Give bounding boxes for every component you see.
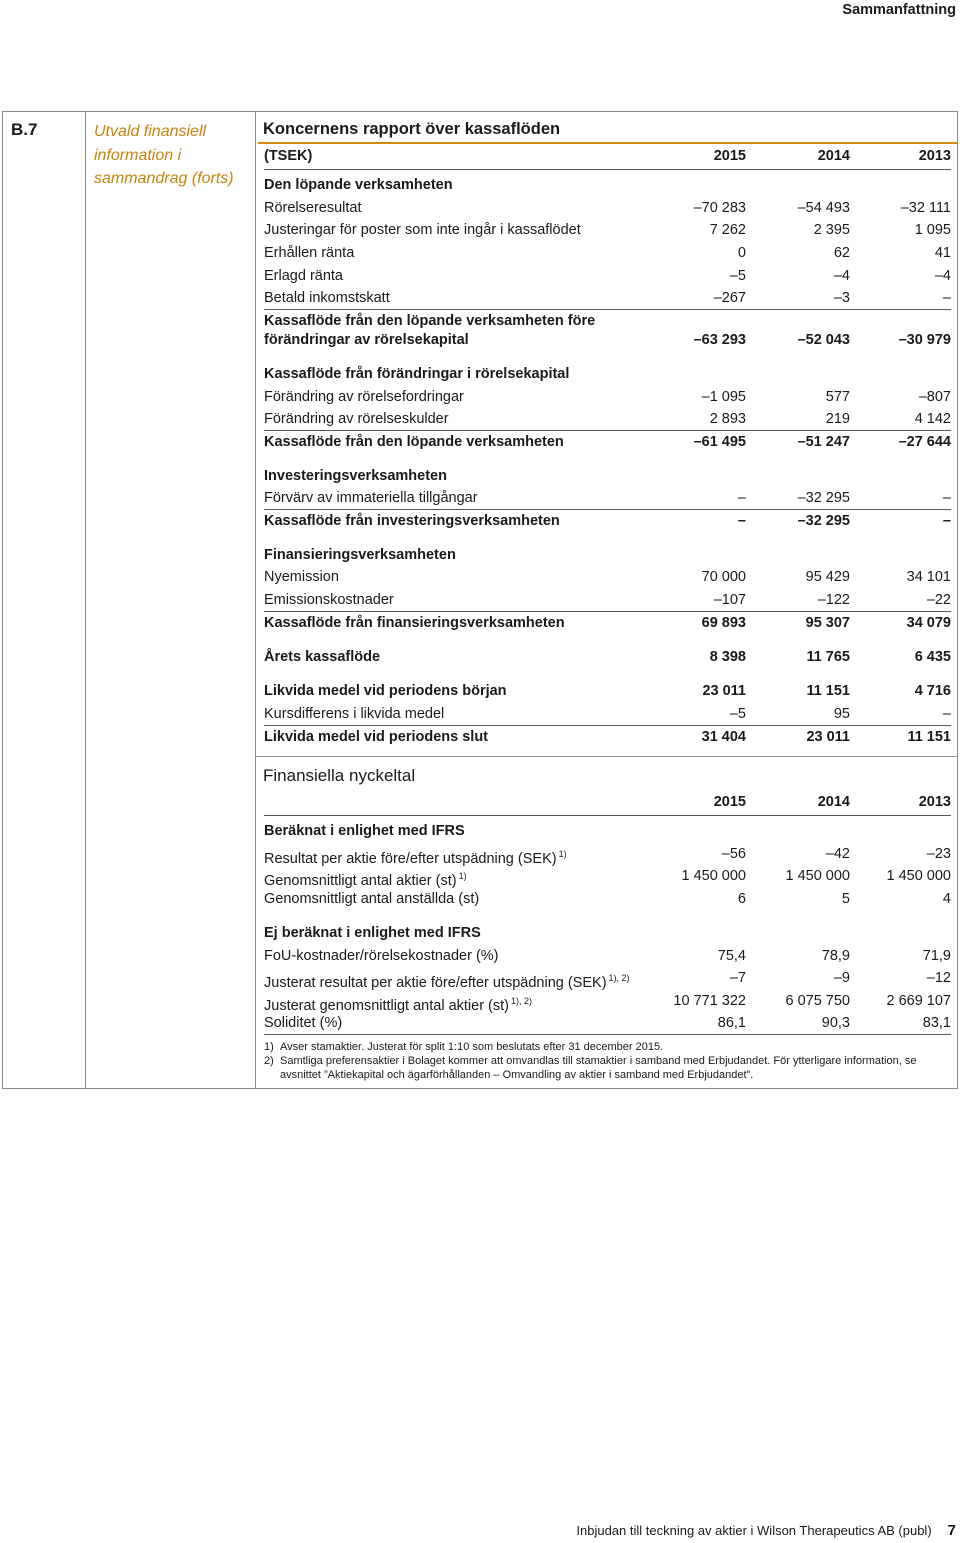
cell-value: –5: [729, 706, 746, 722]
cell-value: 41: [934, 245, 951, 261]
cell-value: 7 262: [709, 222, 746, 238]
row-label: Erhållen ränta: [264, 245, 355, 261]
year-header: 2014: [817, 794, 850, 810]
cell-value: 75,4: [717, 948, 746, 964]
row-label-cont: förändringar av rörelsekapital: [264, 332, 469, 348]
group-heading: Beräknat i enlighet med IFRS: [264, 823, 465, 839]
cell-value: 34 101: [906, 569, 951, 585]
group-heading: Finansieringsverksamheten: [264, 547, 456, 563]
cell-value: –3: [833, 290, 850, 306]
row-label: FoU-kostnader/rörelsekostnader (%): [264, 948, 499, 964]
row-rule: [264, 309, 951, 310]
column-divider: [85, 111, 86, 1089]
year-header: 2013: [918, 148, 951, 164]
row-label: Likvida medel vid periodens början: [264, 683, 507, 699]
table-title: Koncernens rapport över kassaflöden: [263, 120, 561, 138]
row-label: Kassaflöde från den löpande verksamheten: [264, 434, 564, 450]
cell-value: 1 450 000: [785, 868, 850, 884]
cell-value: 31 404: [701, 729, 746, 745]
cell-value: –61 495: [693, 434, 746, 450]
row-label: Förändring av rörelseskulder: [264, 411, 449, 427]
row-label: Genomsnittligt antal anställda (st): [264, 891, 480, 907]
cell-value: 83,1: [922, 1015, 951, 1031]
cell-value: 219: [825, 411, 850, 427]
header-rule: [264, 815, 951, 816]
group-heading: Den löpande verksamheten: [264, 177, 453, 193]
cell-value: 23 011: [806, 729, 850, 745]
row-label: Likvida medel vid periodens slut: [264, 729, 489, 745]
cell-value: 1 095: [914, 222, 951, 238]
row-rule: [264, 725, 951, 726]
cell-value: 2 395: [813, 222, 850, 238]
year-header: 2015: [713, 794, 746, 810]
cell-value: –51 247: [797, 434, 850, 450]
cell-value: –54 493: [797, 200, 850, 216]
cell-value: –30 979: [898, 332, 951, 348]
row-label: Betald inkomstskatt: [264, 290, 390, 306]
row-label: Erlagd ränta: [264, 268, 343, 284]
cell-value: 62: [833, 245, 850, 261]
cell-value: 34 079: [906, 615, 951, 631]
row-rule: [264, 1034, 951, 1035]
cell-value: –32 295: [797, 490, 850, 506]
row-label: Soliditet (%): [264, 1015, 343, 1031]
cell-value: –122: [817, 592, 850, 608]
section-name: Utvald finansiell information i sammandrag (forts): [94, 123, 234, 187]
cell-value: –12: [926, 970, 951, 986]
cell-value: –4: [934, 268, 951, 284]
cell-value: 90,3: [821, 1015, 850, 1031]
page-number: 7: [947, 1522, 956, 1539]
cell-value: –1 095: [701, 389, 746, 405]
cell-value: 10 771 322: [673, 993, 746, 1009]
row-label: Kassaflöde från investeringsverksamheten: [264, 513, 560, 529]
cell-value: 5: [841, 891, 850, 907]
row-label: Emissionskostnader: [264, 592, 394, 608]
cell-value: –107: [713, 592, 746, 608]
year-header: 2015: [713, 148, 746, 164]
cell-value: 11 765: [806, 649, 850, 665]
row-label: Årets kassaflöde: [264, 649, 381, 665]
section-id: B.7: [11, 120, 38, 139]
header-rule: [264, 169, 951, 170]
cell-value: 6: [737, 891, 746, 907]
row-label: Kassaflöde från den löpande verksamheten före: [264, 313, 596, 329]
section-separator: [256, 756, 958, 757]
table-title: Finansiella nyckeltal: [263, 766, 416, 785]
cell-value: 71,9: [922, 948, 951, 964]
row-label: Kassaflöde från finansieringsverksamheten: [264, 615, 565, 631]
cell-value: –: [942, 290, 951, 306]
cell-value: –9: [833, 970, 850, 986]
footer-text: Inbjudan till teckning av aktier i Wilson Therapeutics AB (publ): [576, 1523, 932, 1538]
cell-value: 86,1: [717, 1015, 746, 1031]
row-label: Genomsnittligt antal aktier (st) $^{1)}$: [264, 871, 467, 889]
cell-value: –52 043: [797, 332, 850, 348]
row-label: Justerat genomsnittligt antal aktier (st) $^{1), 2)}$: [264, 996, 533, 1014]
cell-value: 11 151: [907, 729, 951, 745]
cell-value: –: [942, 513, 951, 529]
cell-value: –42: [825, 846, 850, 862]
cell-value: 2 893: [709, 411, 746, 427]
cell-value: 577: [825, 389, 850, 405]
group-heading: Investeringsverksamheten: [264, 468, 447, 484]
row-rule: [264, 430, 951, 431]
row-label: Nyemission: [264, 569, 339, 585]
cell-value: 95 429: [805, 569, 850, 585]
year-header: 2014: [817, 148, 850, 164]
page-header-title: Sammanfattning: [842, 2, 956, 18]
row-label: Förvärv av immateriella tillgångar: [264, 490, 478, 506]
title-underline: [258, 142, 958, 144]
row-label: Rörelseresultat: [264, 200, 362, 216]
cell-value: –23: [926, 846, 951, 862]
year-header: 2013: [918, 794, 951, 810]
cell-value: –22: [926, 592, 951, 608]
cell-value: –267: [713, 290, 746, 306]
row-label: Förändring av rörelsefordringar: [264, 389, 464, 405]
column-divider: [255, 111, 256, 1089]
row-rule: [264, 611, 951, 612]
cell-value: –4: [833, 268, 850, 284]
cell-value: 78,9: [821, 948, 850, 964]
cell-value: –56: [721, 846, 746, 862]
cell-value: –63 293: [693, 332, 746, 348]
cell-value: 6 435: [914, 649, 951, 665]
page-footer: [576, 1522, 956, 1539]
row-label: Resultat per aktie före/efter utspädning (SEK) $^{1)}$: [264, 849, 567, 867]
unit-label: (TSEK): [264, 148, 313, 164]
cell-value: 23 011: [702, 683, 746, 699]
cell-value: –27 644: [898, 434, 951, 450]
cell-value: 95: [833, 706, 850, 722]
row-label: Justeringar för poster som inte ingår i kassaflödet: [264, 222, 581, 238]
footnote: 2) Samtliga preferensaktier i Bolaget kommer att omvandlas till stamaktier i samband med Erbjudandet. För ytterligare information, se avsnittet ”Aktiekapital och ägarförhållanden – Omvandling av aktier i samband med Erbjudandet”.: [264, 1055, 917, 1081]
cell-value: –: [942, 706, 951, 722]
row-label: Kursdifferens i likvida medel: [264, 706, 445, 722]
row-label: Justerat resultat per aktie före/efter utspädning (SEK) $^{1), 2)}$: [264, 973, 630, 991]
cell-value: –70 283: [693, 200, 746, 216]
cell-value: –32 295: [797, 513, 850, 529]
cell-value: 69 893: [701, 615, 746, 631]
cell-value: 70 000: [701, 569, 746, 585]
cell-value: 8 398: [709, 649, 746, 665]
cell-value: 6 075 750: [785, 993, 850, 1009]
cell-value: 4: [942, 891, 951, 907]
cell-value: 2 669 107: [886, 993, 951, 1009]
cell-value: –: [737, 513, 746, 529]
cell-value: –: [942, 490, 951, 506]
cell-value: 0: [737, 245, 746, 261]
cell-value: 4 716: [914, 683, 951, 699]
cell-value: 1 450 000: [681, 868, 746, 884]
cell-value: –5: [729, 268, 746, 284]
group-heading: Kassaflöde från förändringar i rörelsekapital: [264, 366, 570, 382]
cell-value: –32 111: [900, 200, 951, 216]
cell-value: 95 307: [805, 615, 850, 631]
row-rule: [264, 509, 951, 510]
cell-value: 4 142: [914, 411, 951, 427]
cell-value: 1 450 000: [886, 868, 951, 884]
cell-value: –: [737, 490, 746, 506]
cell-value: –807: [918, 389, 951, 405]
cell-value: –7: [729, 970, 746, 986]
footnote: 1) Avser stamaktier. Justerat för split 1:10 som beslutats efter 31 december 2015.: [264, 1041, 664, 1053]
cell-value: 11 151: [806, 683, 850, 699]
group-heading: Ej beräknat i enlighet med IFRS: [264, 925, 481, 941]
